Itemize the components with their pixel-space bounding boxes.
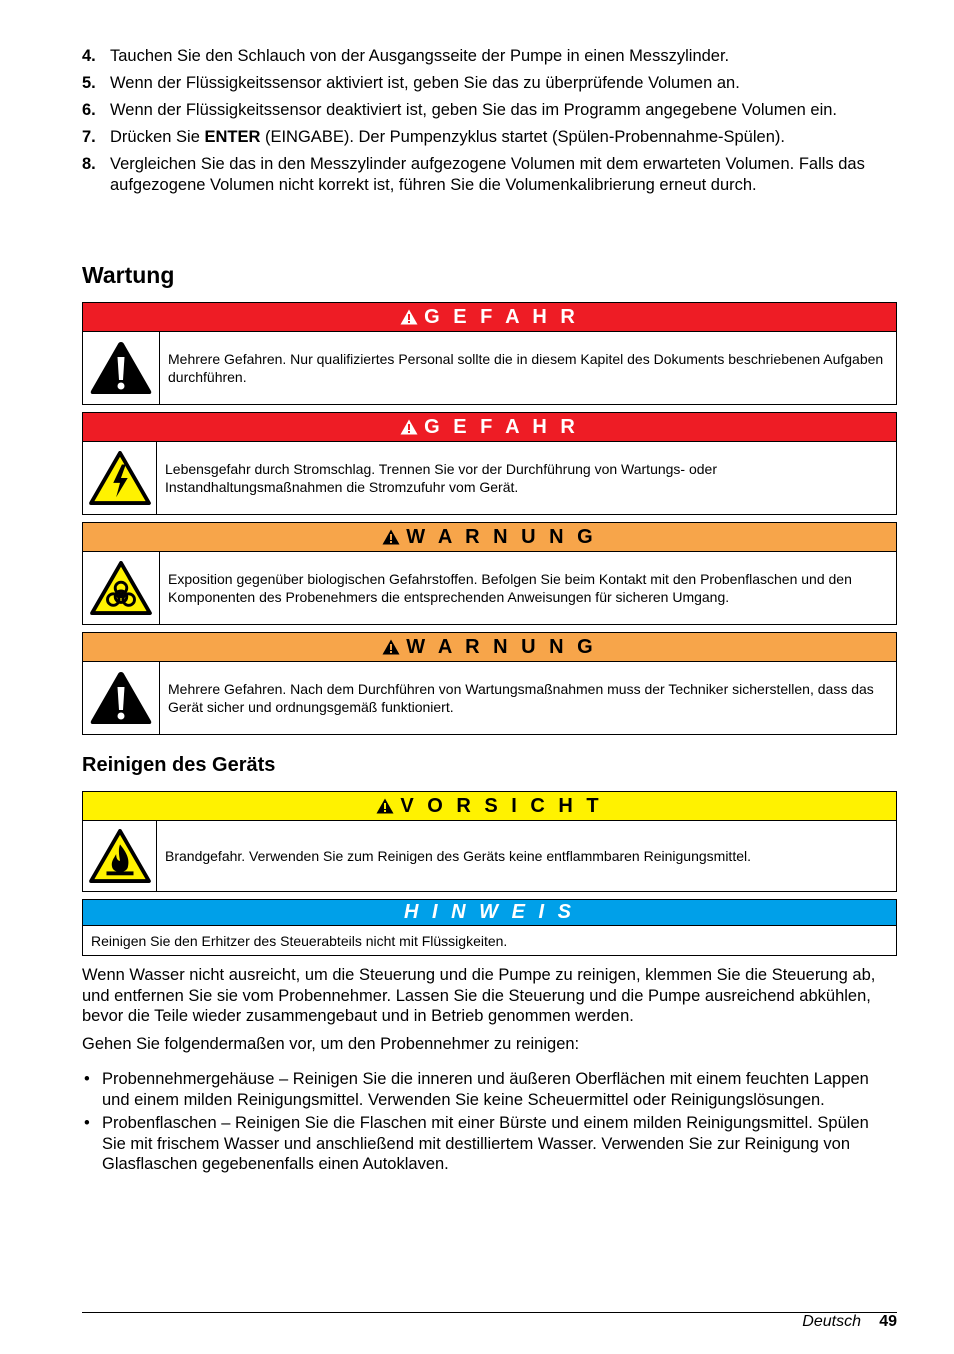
page-footer xyxy=(82,1312,897,1330)
notice-box: H I N W E I S Reinigen Sie den Erhitzer des Steuerabteils nicht mit Flüssigkeiten. xyxy=(82,899,897,956)
list-item: 8. Vergleichen Sie das in den Messzylinder aufgezogene Volumen mit dem erwarteten Volumen. Falls das aufgezogene Volumen nicht korrekt ist, führen Sie die Volumenkalibrierung erneut durch. xyxy=(82,155,865,194)
warning-header: W A R N U N G xyxy=(83,633,896,662)
list-item: 4. Tauchen Sie den Schlauch von der Ausgangsseite der Pumpe in einen Messzylinder. xyxy=(82,47,730,65)
warning-triangle-icon xyxy=(400,309,418,325)
danger-header: G E F A H R xyxy=(83,413,896,442)
warning-triangle-icon xyxy=(376,798,394,814)
danger-box: G E F A H R Mehrere Gefahren. Nur qualifiziertes Personal sollte die in diesem Kapitel des Dokuments beschriebenen Aufgaben durchführen. xyxy=(82,302,897,405)
list-item: 6. Wenn der Flüssigkeitssensor deaktiviert ist, geben Sie das im Programm angegebene Volumen ein. xyxy=(82,101,837,119)
paragraph: Wenn Wasser nicht ausreicht, um die Steuerung und die Pumpe zu reinigen, klemmen Sie die Steuerung ab, und entfernen Sie sie vom Probennehmer. Lassen Sie die Steuerung und die Pumpe ausreichend abkühlen, bevor die Teile wieder zusammengebaut und in Betrieb genommen werden. xyxy=(82,966,876,1025)
warning-header: W A R N U N G xyxy=(83,523,896,552)
list-item: • Probenflaschen – Reinigen Sie die Flaschen mit einer Bürste und einem milden Reinigungsmittel. Spülen Sie mit frischem Wasser und anschließend mit destilliertem Wasser. Verwenden Sie zur Reinigung von Glasflaschen gegebenenfalls einen Autoklaven. xyxy=(84,1114,869,1173)
warning-triangle-icon xyxy=(382,529,400,545)
paragraph: Gehen Sie folgendermaßen vor, um den Probennehmer zu reinigen: xyxy=(82,1035,580,1053)
general-warning-icon xyxy=(83,662,160,734)
list-item: 5. Wenn der Flüssigkeitssensor aktiviert ist, geben Sie das zu überprüfende Volumen an. xyxy=(82,74,740,92)
general-warning-icon xyxy=(83,332,160,404)
subsection-title: Reinigen des Geräts xyxy=(82,754,276,776)
flammable-icon xyxy=(83,821,157,891)
list-item: • Probennehmergehäuse – Reinigen Sie die inneren und äußeren Oberflächen mit einem feuchten Lappen und einem milden Reinigungsmittel. Verwenden Sie keine Scheuermittel oder Reinigungslösungen. xyxy=(84,1070,869,1109)
warning-triangle-icon xyxy=(382,639,400,655)
cleaning-list xyxy=(82,1069,897,1178)
danger-box: G E F A H R Lebensgefahr durch Stromschlag. Trennen Sie vor der Durchführung von Wartungs- oder Instandhaltungsmaßnahmen die Stromzufuhr vom Gerät. xyxy=(82,412,897,515)
warning-box: W A R N U N G Mehrere Gefahren. Nach dem Durchführen von Wartungsmaßnahmen muss der Techniker sicherstellen, dass das Gerät sicher und ordnungsgemäß funktioniert. xyxy=(82,632,897,735)
footer-language: Deutsch xyxy=(802,1313,861,1330)
electrical-hazard-icon xyxy=(83,442,157,514)
list-item: 7. Drücken Sie ENTER (EINGABE). Der Pumpenzyklus startet (Spülen-Probennahme-Spülen). xyxy=(82,128,785,146)
danger-header: G E F A H R xyxy=(83,303,896,332)
page-number: 49 xyxy=(879,1313,897,1330)
procedure-steps xyxy=(82,46,897,202)
biohazard-icon xyxy=(83,552,160,624)
notice-header: H I N W E I S xyxy=(83,900,896,926)
section-title: Wartung xyxy=(82,262,175,288)
caution-header: V O R S I C H T xyxy=(83,792,896,821)
warning-triangle-icon xyxy=(400,419,418,435)
caution-box: V O R S I C H T Brandgefahr. Verwenden Sie zum Reinigen des Geräts keine entflammbaren Reinigungsmittel. xyxy=(82,791,897,892)
warning-box: W A R N U N G Exposition gegenüber biologischen Gefahrstoffen. Befolgen Sie beim Kontakt mit den Probenflaschen und den Komponenten des Probenehmers die entsprechenden Anweisungen für sicheren Umgang. xyxy=(82,522,897,625)
